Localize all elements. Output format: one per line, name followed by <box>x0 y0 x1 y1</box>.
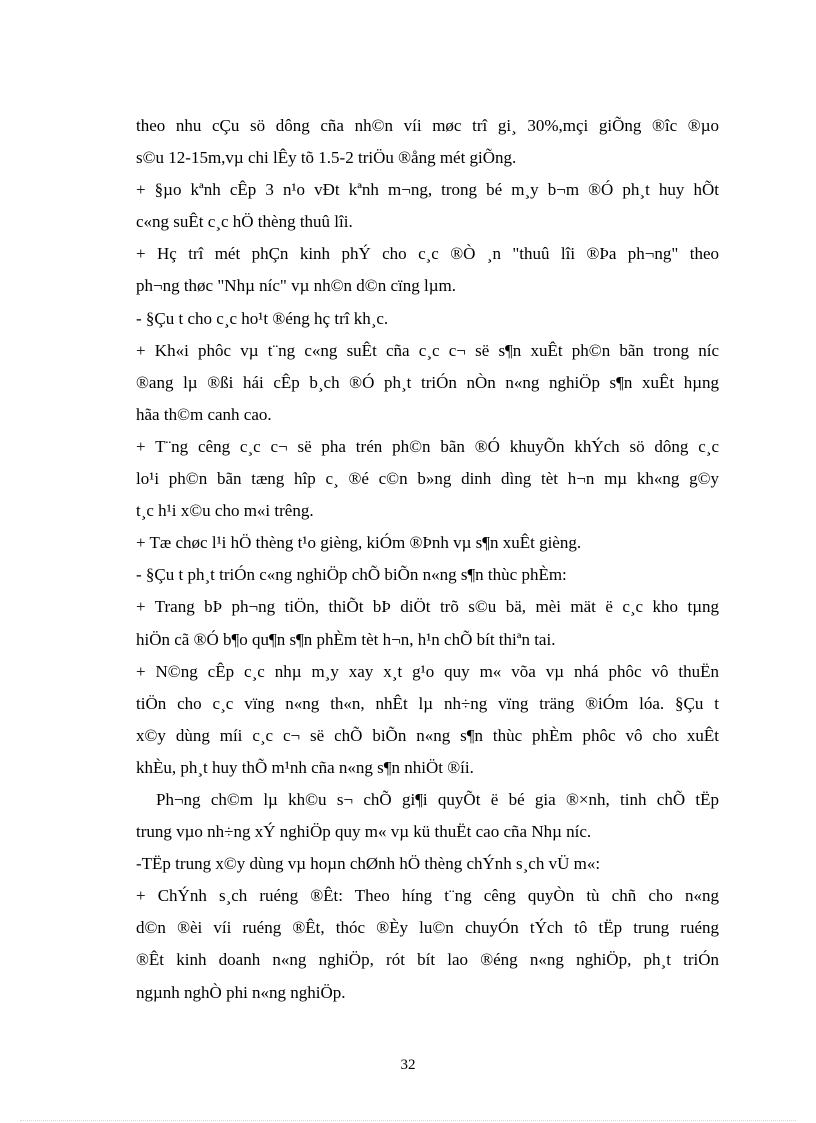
text-line: t¸c h¹i x©u cho m«i trêng. <box>136 501 314 521</box>
text-line: + Tæ chøc l¹i hÖ thèng t¹o gièng, kiÓm ®Þnh vµ s¶n xuÊt gièng. <box>136 533 582 553</box>
text-line: trung vµo nh÷ng xÝ nghiÖp quy m« vµ kü thuËt cao cña Nhµ níc. <box>136 822 592 842</box>
text-line: Ph¬ng ch©m lµ kh©u s¬ chÕ gi¶i quyÕt ë bé gia ®×nh, tinh chÕ tËp <box>156 789 719 809</box>
text-line: + §µo kªnh cÊp 3 n¹o vÐt kªnh m¬ng, trong bé m¸y b¬m ®Ó ph¸t huy hÕt <box>136 180 719 200</box>
text-line: theo nhu cÇu sö dông cña nh©n víi møc trî gi¸ 30%,mçi giÕng ®îc ®µo <box>136 116 719 135</box>
page-bottom-divider <box>20 1120 796 1121</box>
text-line: khÈu, ph¸t huy thÕ m¹nh cña n«ng s¶n nhiÖt ®íi. <box>136 757 474 777</box>
text-line: hiÖn cã ®Ó b¶o qu¶n s¶n phÈm tèt h¬n, h¹n chÕ bít thiªn tai. <box>136 629 556 649</box>
text-line: + ChÝnh s¸ch ruéng ®Êt: Theo híng t¨ng cêng quyÒn tù chñ cho n«ng <box>136 886 719 906</box>
text-line: - §Çu t ph¸t triÓn c«ng nghiÖp chÕ biÕn n«ng s¶n thùc phÈm: <box>136 565 567 585</box>
text-line: d©n ®èi víi ruéng ®Êt, thóc ®Èy lu©n chuyÓn tÝch tô tËp trung ruéng <box>136 918 719 938</box>
text-line: c«ng suÊt c¸c hÖ thèng thuû lîi. <box>136 212 353 232</box>
text-line: s©u 12-15m,vµ chi lÊy tõ 1.5-2 triÖu ®ång mét giÕng. <box>136 148 517 168</box>
text-line: -TËp trung x©y dùng vµ hoµn chØnh hÖ thèng chÝnh s¸ch vÜ m«: <box>136 854 601 874</box>
text-line: ngµnh nghÒ phi n«ng nghiÖp. <box>136 982 346 1002</box>
text-line: + Kh«i phôc vµ t¨ng c«ng suÊt cña c¸c c¬ së s¶n xuÊt ph©n bãn trong níc <box>136 340 719 360</box>
text-line: + Trang bÞ ph¬ng tiÖn, thiÕt bÞ diÖt trõ s©u bä, mèi mät ë c¸c kho tµng <box>136 597 719 617</box>
text-line: tiÖn cho c¸c vïng n«ng th«n, nhÊt lµ nh÷ng vïng träng ®iÓm lóa. §Çu t <box>136 693 719 713</box>
text-line: hãa th©m canh cao. <box>136 404 272 424</box>
text-line: lo¹i ph©n bãn tæng hîp c¸ ®é c©n b»ng dinh dìng tèt h¬n mµ kh«ng g©y <box>136 469 719 489</box>
text-line: + T¨ng cêng c¸c c¬ së pha trén ph©n bãn ®Ó khuyÕn khÝch sö dông c¸c <box>136 436 719 456</box>
text-line: ph¬ng thøc "Nhµ níc" vµ nh©n d©n cïng lµm. <box>136 276 456 296</box>
page-number: 32 <box>400 1057 416 1073</box>
text-line: + N©ng cÊp c¸c nhµ m¸y xay x¸t g¹o quy m« võa vµ nhá phôc vô thuËn <box>136 661 719 681</box>
text-line: + Hç trî mét phÇn kinh phÝ cho c¸c ®Ò ¸n "thuû lîi ®Þa ph¬ng" theo <box>136 244 719 264</box>
text-line: ®Êt kinh doanh n«ng nghiÖp, rót bít lao ®éng n«ng nghiÖp, ph¸t triÓn <box>136 950 719 970</box>
body-text <box>136 110 719 1009</box>
text-line: x©y dùng míi c¸c c¬ së chÕ biÕn n«ng s¶n thùc phÈm phôc vô cho xuÊt <box>136 725 719 745</box>
text-line: - §Çu t cho c¸c ho¹t ®éng hç trî kh¸c. <box>136 308 389 328</box>
text-line: ®ang lµ ®ßi hái cÊp b¸ch ®Ó ph¸t triÓn nÒn n«ng nghiÖp s¶n xuÊt hµng <box>136 372 719 392</box>
